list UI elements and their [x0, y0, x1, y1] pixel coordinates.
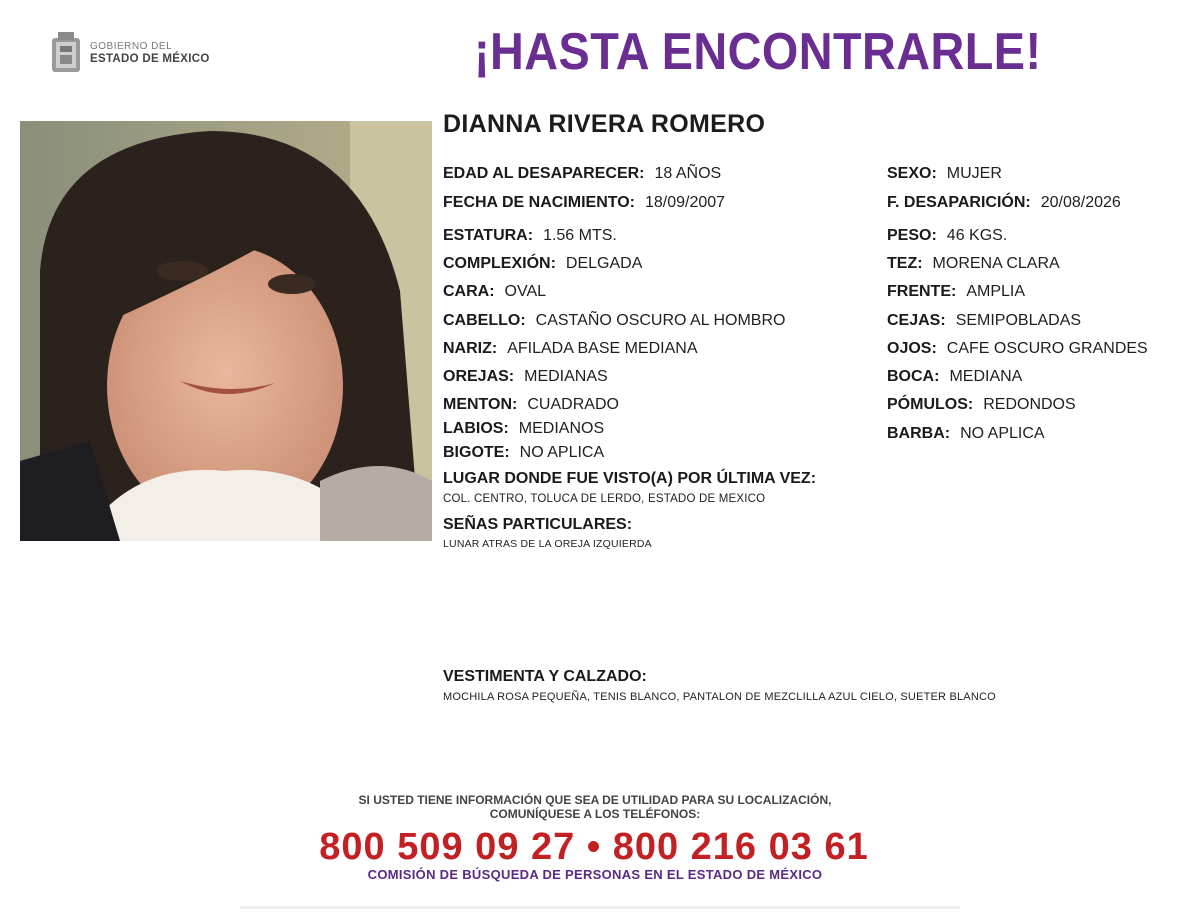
field-label: BIGOTE: — [443, 444, 510, 461]
field-value: MUJER — [946, 165, 1002, 182]
field-value: MEDIANA — [949, 368, 1023, 385]
field-label: TEZ: — [887, 255, 923, 272]
field-label: PÓMULOS: — [887, 396, 974, 413]
last-seen-value: COL. CENTRO, TOLUCA DE LERDO, ESTADO DE MEXICO — [443, 493, 766, 505]
clothing-value: MOCHILA ROSA PEQUEÑA, TENIS BLANCO, PANTALON DE MEZCLILLA AZUL CIELO, SUETER BLANCO — [443, 691, 996, 703]
field-chin — [443, 396, 619, 414]
field-ears — [443, 368, 608, 386]
field-value: 18/09/2007 — [645, 194, 726, 211]
field-label: ESTATURA: — [443, 227, 534, 244]
person-name: DIANNA RIVERA ROMERO — [443, 110, 766, 138]
field-value: NO APLICA — [960, 425, 1045, 442]
field-eyes — [887, 340, 1148, 358]
field-disappearance-date — [887, 194, 1121, 212]
field-value: 20/08/2026 — [1040, 194, 1121, 211]
info-line-1: SI USTED TIENE INFORMACIÓN QUE SEA DE UTILIDAD PARA SU LOCALIZACIÓN, — [358, 793, 832, 807]
field-label: SEXO: — [887, 165, 937, 182]
field-value: MORENA CLARA — [932, 255, 1060, 272]
field-label: FECHA DE NACIMIENTO: — [443, 194, 635, 211]
field-label: BARBA: — [887, 425, 951, 442]
field-label: MENTON: — [443, 396, 518, 413]
field-beard — [887, 425, 1045, 443]
field-eyebrows — [887, 312, 1081, 330]
field-label: OJOS: — [887, 340, 937, 357]
field-value: 18 AÑOS — [654, 165, 722, 182]
field-lips — [443, 420, 604, 438]
info-line-2: COMUNÍQUESE A LOS TELÉFONOS: — [489, 807, 701, 821]
field-age — [443, 165, 721, 183]
field-value: 46 KGS. — [946, 227, 1008, 244]
field-mouth — [887, 368, 1022, 386]
commission-name: COMISIÓN DE BÚSQUEDA DE PERSONAS EN EL ESTADO DE MÉXICO — [367, 867, 823, 882]
field-label: NARIZ: — [443, 340, 498, 357]
headline: ¡HASTA ENCONTRARLE! — [474, 23, 1042, 81]
field-value: OVAL — [504, 283, 547, 300]
field-label: LABIOS: — [443, 420, 509, 437]
field-nose — [443, 340, 698, 358]
field-value: NO APLICA — [519, 444, 605, 461]
field-label: OREJAS: — [443, 368, 515, 385]
field-sex — [887, 165, 1002, 183]
field-value: REDONDOS — [983, 396, 1076, 413]
field-label: CARA: — [443, 283, 495, 300]
logo-line-1: GOBIERNO DEL — [90, 41, 173, 52]
field-label: BOCA: — [887, 368, 940, 385]
field-label: CEJAS: — [887, 312, 946, 329]
field-build — [443, 255, 642, 273]
field-weight — [887, 227, 1007, 245]
phone-numbers[interactable]: 800 509 09 27 • 800 216 03 61 — [319, 826, 869, 868]
field-label: FRENTE: — [887, 283, 957, 300]
field-value: MEDIANOS — [518, 420, 605, 437]
coat-of-arms-icon — [48, 30, 84, 76]
field-mustache — [443, 444, 604, 462]
missing-person-photo — [20, 121, 432, 541]
last-seen-label: LUGAR DONDE FUE VISTO(A) POR ÚLTIMA VEZ: — [443, 470, 817, 487]
field-label: COMPLEXIÓN: — [443, 255, 556, 272]
clothing-label: VESTIMENTA Y CALZADO: — [443, 668, 647, 685]
field-forehead — [887, 283, 1025, 301]
field-height — [443, 227, 617, 245]
marks-label: SEÑAS PARTICULARES: — [443, 516, 633, 533]
field-label: PESO: — [887, 227, 937, 244]
field-hair — [443, 312, 785, 330]
field-value: 1.56 MTS. — [543, 227, 617, 244]
bottom-divider — [240, 906, 960, 909]
field-label: CABELLO: — [443, 312, 526, 329]
government-logo — [48, 30, 210, 76]
logo-line-2: ESTADO DE MÉXICO — [90, 53, 210, 65]
field-face — [443, 283, 546, 301]
field-value: DELGADA — [565, 255, 643, 272]
field-value: AFILADA BASE MEDIANA — [507, 340, 698, 357]
field-birth-date — [443, 194, 725, 212]
marks-value: LUNAR ATRAS DE LA OREJA IZQUIERDA — [443, 538, 652, 550]
field-value: CAFE OSCURO GRANDES — [946, 340, 1148, 357]
field-complexion — [887, 255, 1060, 273]
field-cheekbones — [887, 396, 1076, 414]
field-value: AMPLIA — [966, 283, 1026, 300]
field-label: F. DESAPARICIÓN: — [887, 194, 1031, 211]
field-label: EDAD AL DESAPARECER: — [443, 165, 645, 182]
field-value: MEDIANAS — [524, 368, 608, 385]
field-value: SEMIPOBLADAS — [955, 312, 1082, 329]
field-value: CUADRADO — [527, 396, 619, 413]
field-value: CASTAÑO OSCURO AL HOMBRO — [535, 312, 786, 329]
